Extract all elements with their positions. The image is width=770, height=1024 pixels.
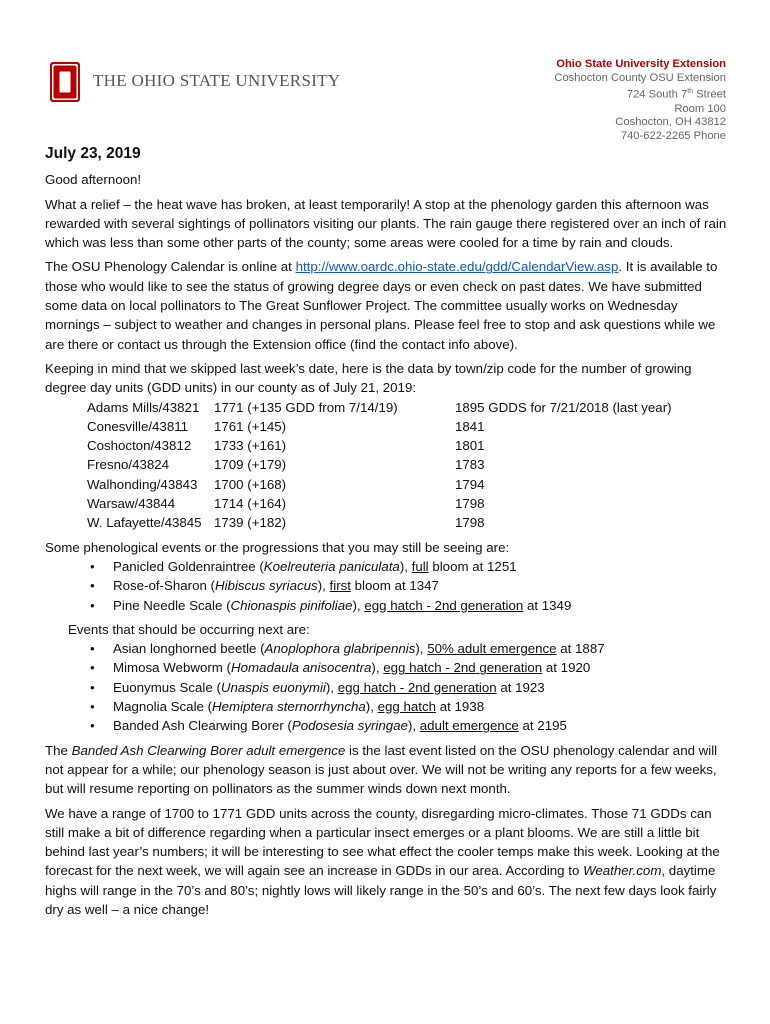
address-line: Coshocton, OH 43812 xyxy=(615,116,726,129)
list-item: • Pine Needle Scale (Chionaspis pinifoliae), egg hatch - 2nd generation at 1349 xyxy=(113,596,730,615)
list-item: • Rose-of-Sharon (Hibiscus syriacus), first bloom at 1347 xyxy=(113,576,730,595)
town-zip-cell: W. Lafayette/43845 xyxy=(87,515,202,531)
paragraph-season-end: The Banded Ash Clearwing Borer adult emergence is the last event listed on the OSU phenology calendar and will not appear for a while; our phenology season is just about over. We will not be writing any reports for a few weeks, but will resume reporting on pollinators as the summer winds down next month. xyxy=(45,742,718,797)
gdd-2019-cell: 1771 (+135 GDD from 7/14/19) xyxy=(214,399,398,415)
town-zip-cell: Adams Mills/43821 xyxy=(87,399,200,415)
gdd-table xyxy=(87,398,672,533)
next-events-list xyxy=(45,639,730,735)
gdd-2018-cell: 1794 xyxy=(455,476,485,492)
address-line: 740-622-2265 Phone xyxy=(620,129,726,142)
org-name: Ohio State University Extension xyxy=(556,58,726,70)
list-item: • Asian longhorned beetle (Anoplophora glabripennis), 50% adult emergence at 1887 xyxy=(113,639,730,658)
town-zip-cell: Fresno/43824 xyxy=(87,457,170,473)
address-block xyxy=(554,58,726,143)
table-row xyxy=(87,455,672,474)
gdd-2018-cell: 1801 xyxy=(455,438,485,454)
paragraph-heat-wave: What a relief – the heat wave has broken, at least temporarily! A stop at the phenology garden this afternoon was rewarded with several sightings of pollinators visiting our plants. The rain gauge there registered over an inch of rain which was less than some other parts of the county; some areas were cooled for a time by rain and clouds. xyxy=(45,196,727,251)
osu-block-o-logo xyxy=(50,62,80,107)
table-row xyxy=(87,513,672,532)
table-row xyxy=(87,398,672,417)
town-zip-cell: Coshocton/43812 xyxy=(87,438,192,454)
next-events-intro: Events that should be occurring next are: xyxy=(68,621,310,637)
gdd-2018-cell: 1895 GDDS for 7/21/2018 (last year) xyxy=(455,399,672,415)
current-events-intro: Some phenological events or the progressions that you may still be seeing are: xyxy=(45,539,510,555)
table-row xyxy=(87,494,672,513)
gdd-2019-cell: 1761 (+145) xyxy=(214,418,287,434)
town-zip-cell: Walhonding/43843 xyxy=(87,476,198,492)
town-zip-cell: Warsaw/43844 xyxy=(87,496,176,512)
list-item: • Panicled Goldenraintree (Koelreuteria paniculata), full bloom at 1251 xyxy=(113,557,730,576)
letter-body xyxy=(45,140,730,924)
table-row xyxy=(87,475,672,494)
paragraph-gdd-intro: Keeping in mind that we skipped last week’s date, here is the data by town/zip code for the number of growing degree day units (GDD units) in our county as of July 21, 2019: xyxy=(45,360,692,396)
list-item: • Euonymus Scale (Unaspis euonymii), egg hatch - 2nd generation at 1923 xyxy=(113,678,730,697)
list-item: • Magnolia Scale (Hemiptera sternorrhyncha), egg hatch at 1938 xyxy=(113,697,730,716)
gdd-2018-cell: 1783 xyxy=(455,457,485,473)
gdd-2018-cell: 1798 xyxy=(455,496,485,512)
table-row xyxy=(87,417,672,436)
gdd-2019-cell: 1739 (+182) xyxy=(214,515,287,531)
greeting: Good afternoon! xyxy=(45,172,142,188)
list-item: • Mimosa Webworm (Homadaula anisocentra), egg hatch - 2nd generation at 1920 xyxy=(113,658,730,677)
university-name: THE OHIO STATE UNIVERSITY xyxy=(93,71,341,90)
table-row xyxy=(87,436,672,455)
address-line: Coshocton County OSU Extension xyxy=(554,71,726,84)
gdd-2019-cell: 1709 (+179) xyxy=(214,457,287,473)
address-line: Room 100 xyxy=(674,102,726,115)
gdd-2018-cell: 1841 xyxy=(455,418,485,434)
gdd-2019-cell: 1700 (+168) xyxy=(214,476,287,492)
list-item: • Banded Ash Clearwing Borer (Podosesia syringae), adult emergence at 2195 xyxy=(113,716,730,735)
paragraph-calendar: The OSU Phenology Calendar is online at http://www.oardc.ohio-state.edu/gdd/CalendarView.asp. It is available to those who would like to see the status of growing degree days or even check on past dates. We have submitted some data on local pollinators to The Great Sunflower Project. The committee usually works on Wednesday mornings – subject to weather and changes in personal plans. Please feel free to stop and ask questions while we are there or contact us through the Extension office (find the contact info above). xyxy=(45,259,718,352)
letter-date: July 23, 2019 xyxy=(45,145,141,162)
paragraph-forecast: We have a range of 1700 to 1771 GDD units across the county, disregarding micro-climates. Those 71 GDDs can still make a bit of difference regarding when a particular insect emerges or a plant blooms. We are still a little bit behind last year’s numbers; it will be interesting to see what effect the cooler temps make this week. Looking at the forecast for the next week, we will again see an increase in GDDs in our area. According to Weather.com, daytime highs will range in the 70’s and 80’s; nightly lows will likely range in the 50’s and 60’s. The next few days look fairly dry as well – a nice change! xyxy=(45,805,720,917)
town-zip-cell: Conesville/43811 xyxy=(87,418,189,434)
current-events-list xyxy=(45,557,730,615)
gdd-2019-cell: 1714 (+164) xyxy=(214,496,287,512)
gdd-2019-cell: 1733 (+161) xyxy=(214,438,287,454)
phenology-calendar-link[interactable]: http://www.oardc.ohio-state.edu/gdd/CalendarView.asp xyxy=(295,259,619,275)
address-street: 724 South 7th Street xyxy=(626,88,726,101)
gdd-2018-cell: 1798 xyxy=(455,515,485,531)
